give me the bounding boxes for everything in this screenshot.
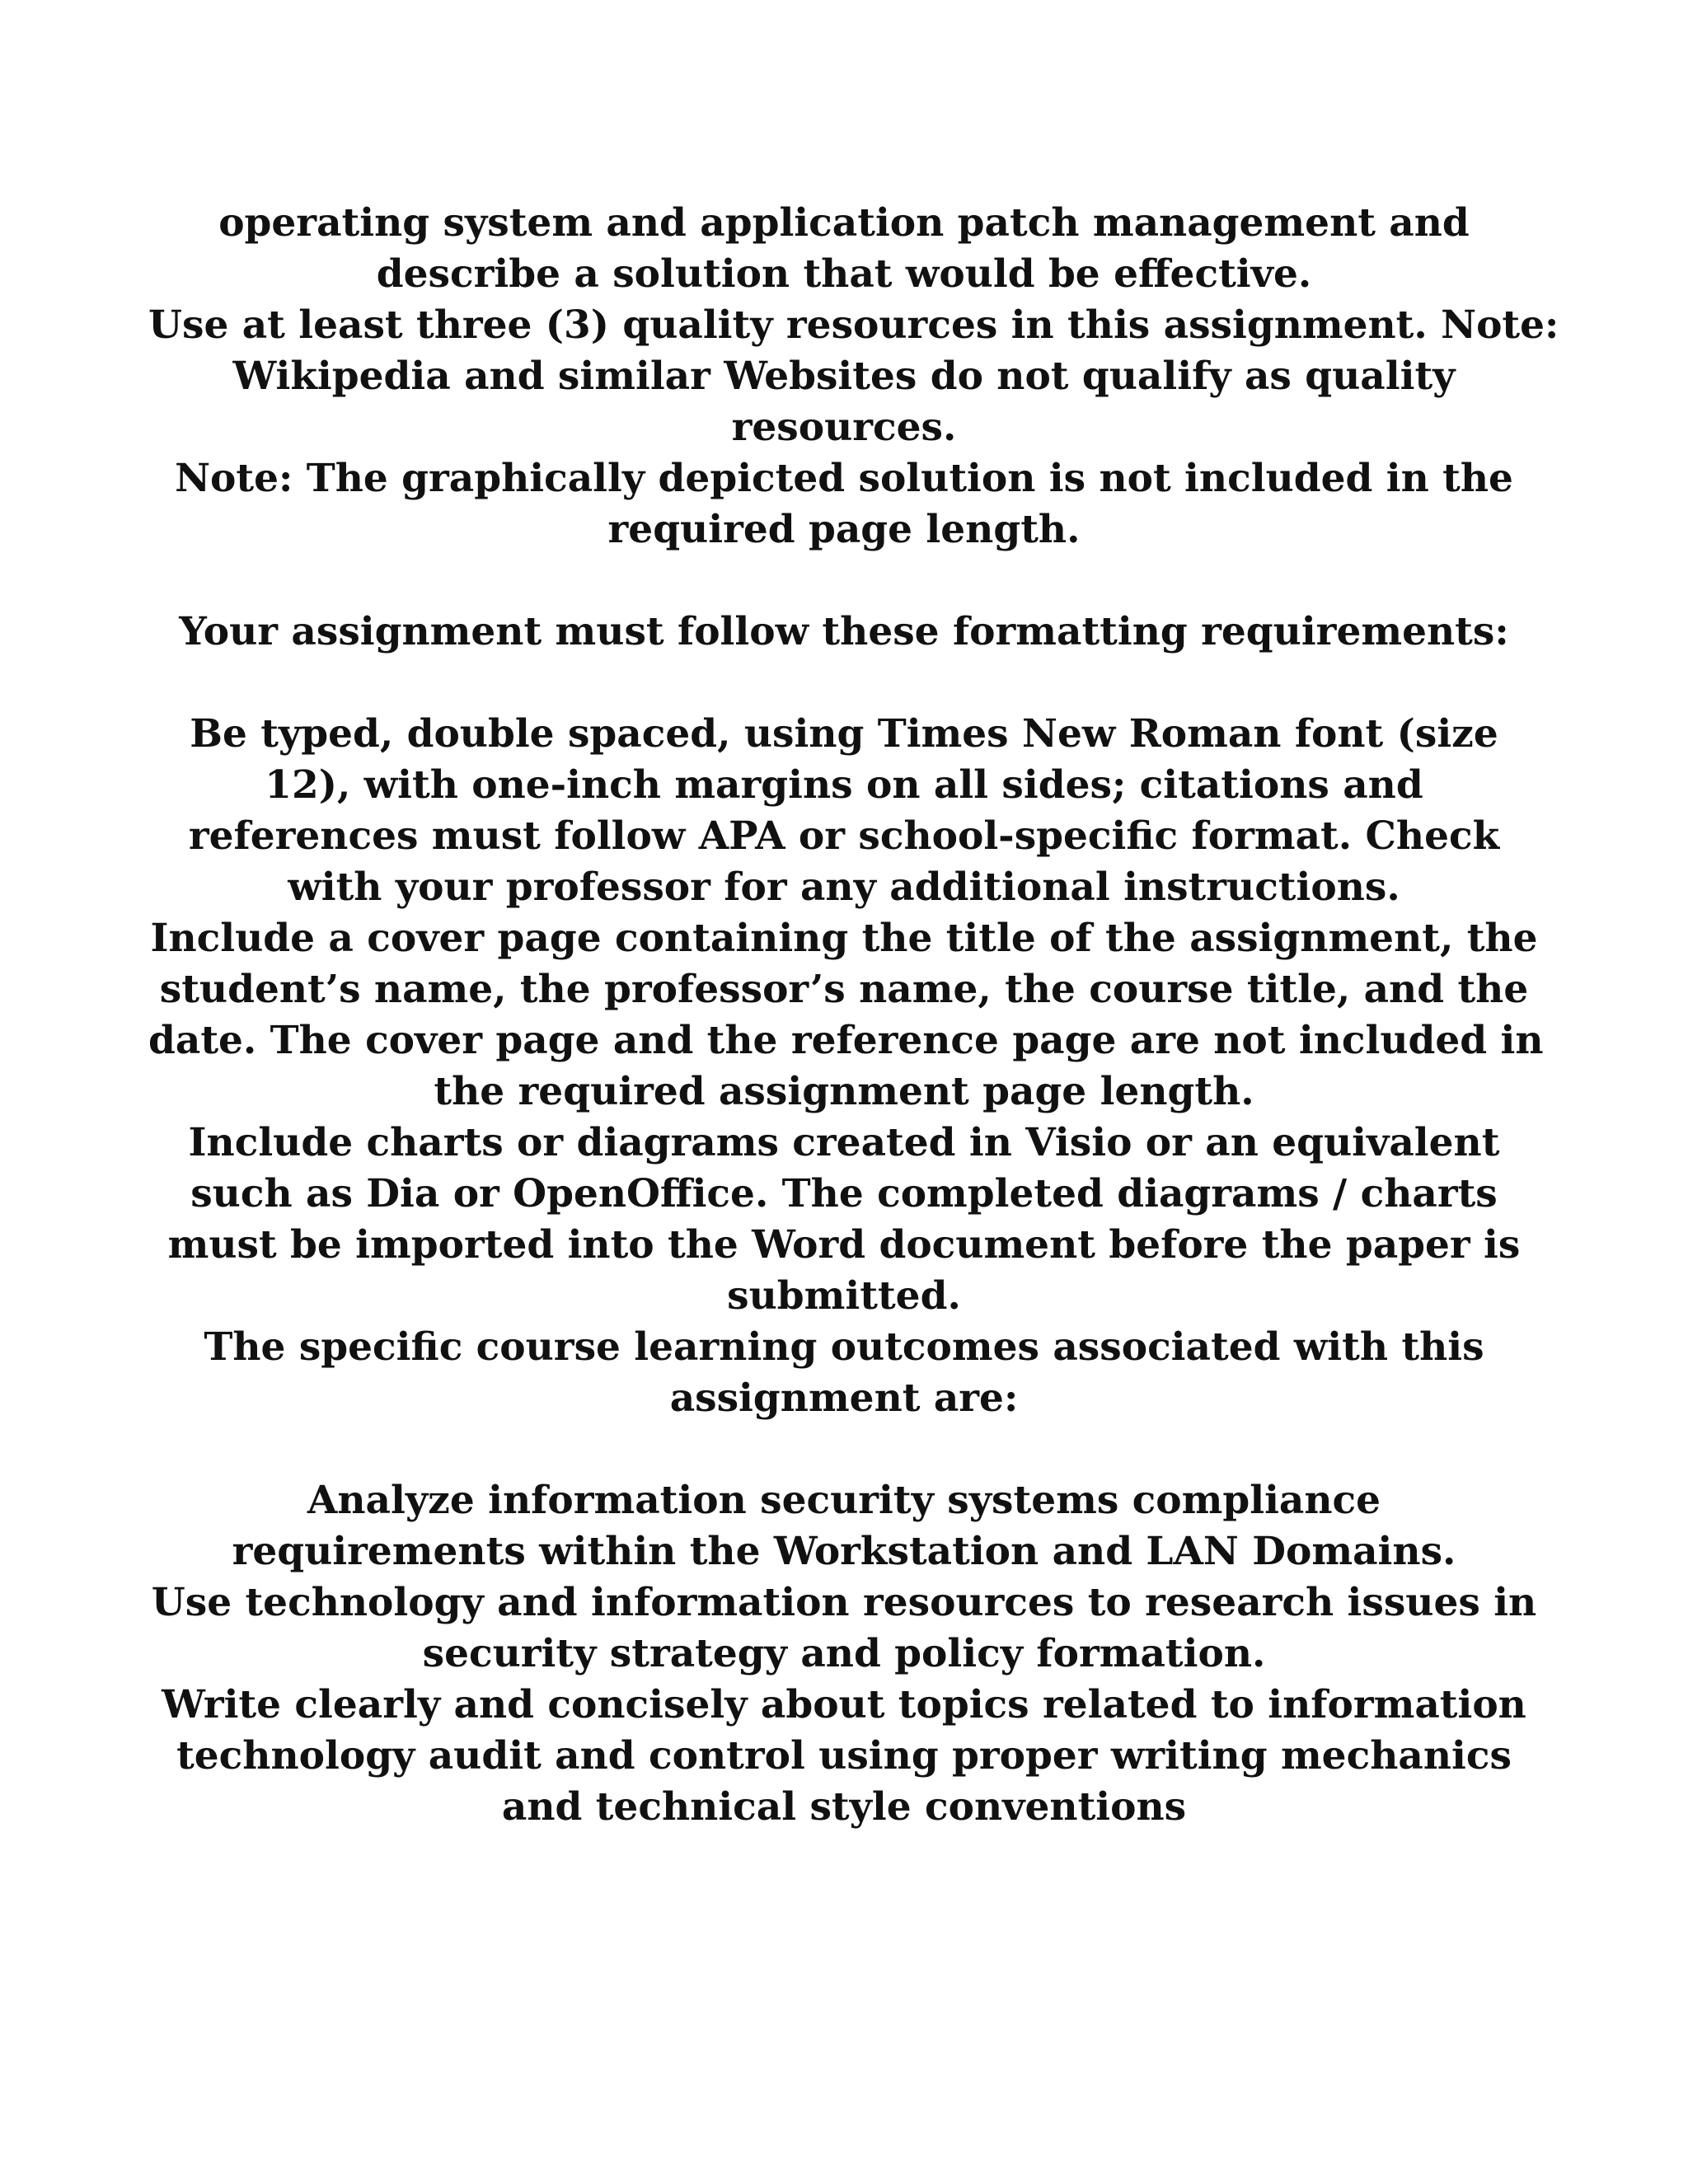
blank-line: [148, 1424, 1540, 1475]
text-line: the required assignment page length.: [434, 1069, 1254, 1114]
text-line: required page length.: [607, 507, 1081, 552]
blank-line: [148, 555, 1540, 607]
text-line: Use technology and information resources to research issues in: [151, 1580, 1537, 1625]
text-line: 12), with one-inch margins on all sides; citations and: [265, 762, 1423, 808]
text-line: assignment are:: [669, 1376, 1019, 1421]
text-line: date. The cover page and the reference page are not included in: [148, 1018, 1544, 1063]
text-line: Analyze information security systems compliance: [307, 1478, 1381, 1523]
text-line: submitted.: [727, 1273, 961, 1319]
text-line: Include a cover page containing the title of the assignment, the: [150, 916, 1538, 961]
text-line: describe a solution that would be effective.: [376, 251, 1312, 297]
text-line: such as Dia or OpenOffice. The completed diagrams / charts: [190, 1171, 1498, 1216]
text-line: student’s name, the professor’s name, the course title, and the: [159, 967, 1529, 1012]
text-line: Write clearly and concisely about topics related to information: [162, 1682, 1526, 1727]
text-line: operating system and application patch management and: [218, 200, 1470, 246]
text-line: technology audit and control using proper writing mechanics: [176, 1733, 1512, 1779]
text-line: requirements within the Workstation and LAN Domains.: [232, 1529, 1456, 1574]
blank-line: [148, 658, 1540, 709]
text-line: with your professor for any additional instructions.: [288, 865, 1400, 910]
text-line: Use at least three (3) quality resources in this assignment. Note:: [148, 302, 1559, 348]
document-body: [148, 198, 1559, 1833]
text-line: and technical style conventions: [501, 1784, 1187, 1830]
text-line: resources.: [731, 405, 957, 450]
text-line: must be imported into the Word document before the paper is: [167, 1222, 1521, 1268]
section-heading: Your assignment must follow these formatting requirements:: [179, 609, 1509, 654]
text-line: Note: The graphically depicted solution is not included in the: [175, 456, 1513, 501]
text-line: references must follow APA or school-specific format. Check: [188, 813, 1500, 859]
text-line: Include charts or diagrams created in Visio or an equivalent: [188, 1120, 1500, 1165]
text-line: Wikipedia and similar Websites do not qualify as quality: [232, 354, 1456, 399]
text-line: Be typed, double spaced, using Times New Roman font (size: [190, 711, 1498, 757]
text-line: security strategy and policy formation.: [422, 1631, 1266, 1676]
text-line: The specific course learning outcomes associated with this: [204, 1324, 1484, 1370]
